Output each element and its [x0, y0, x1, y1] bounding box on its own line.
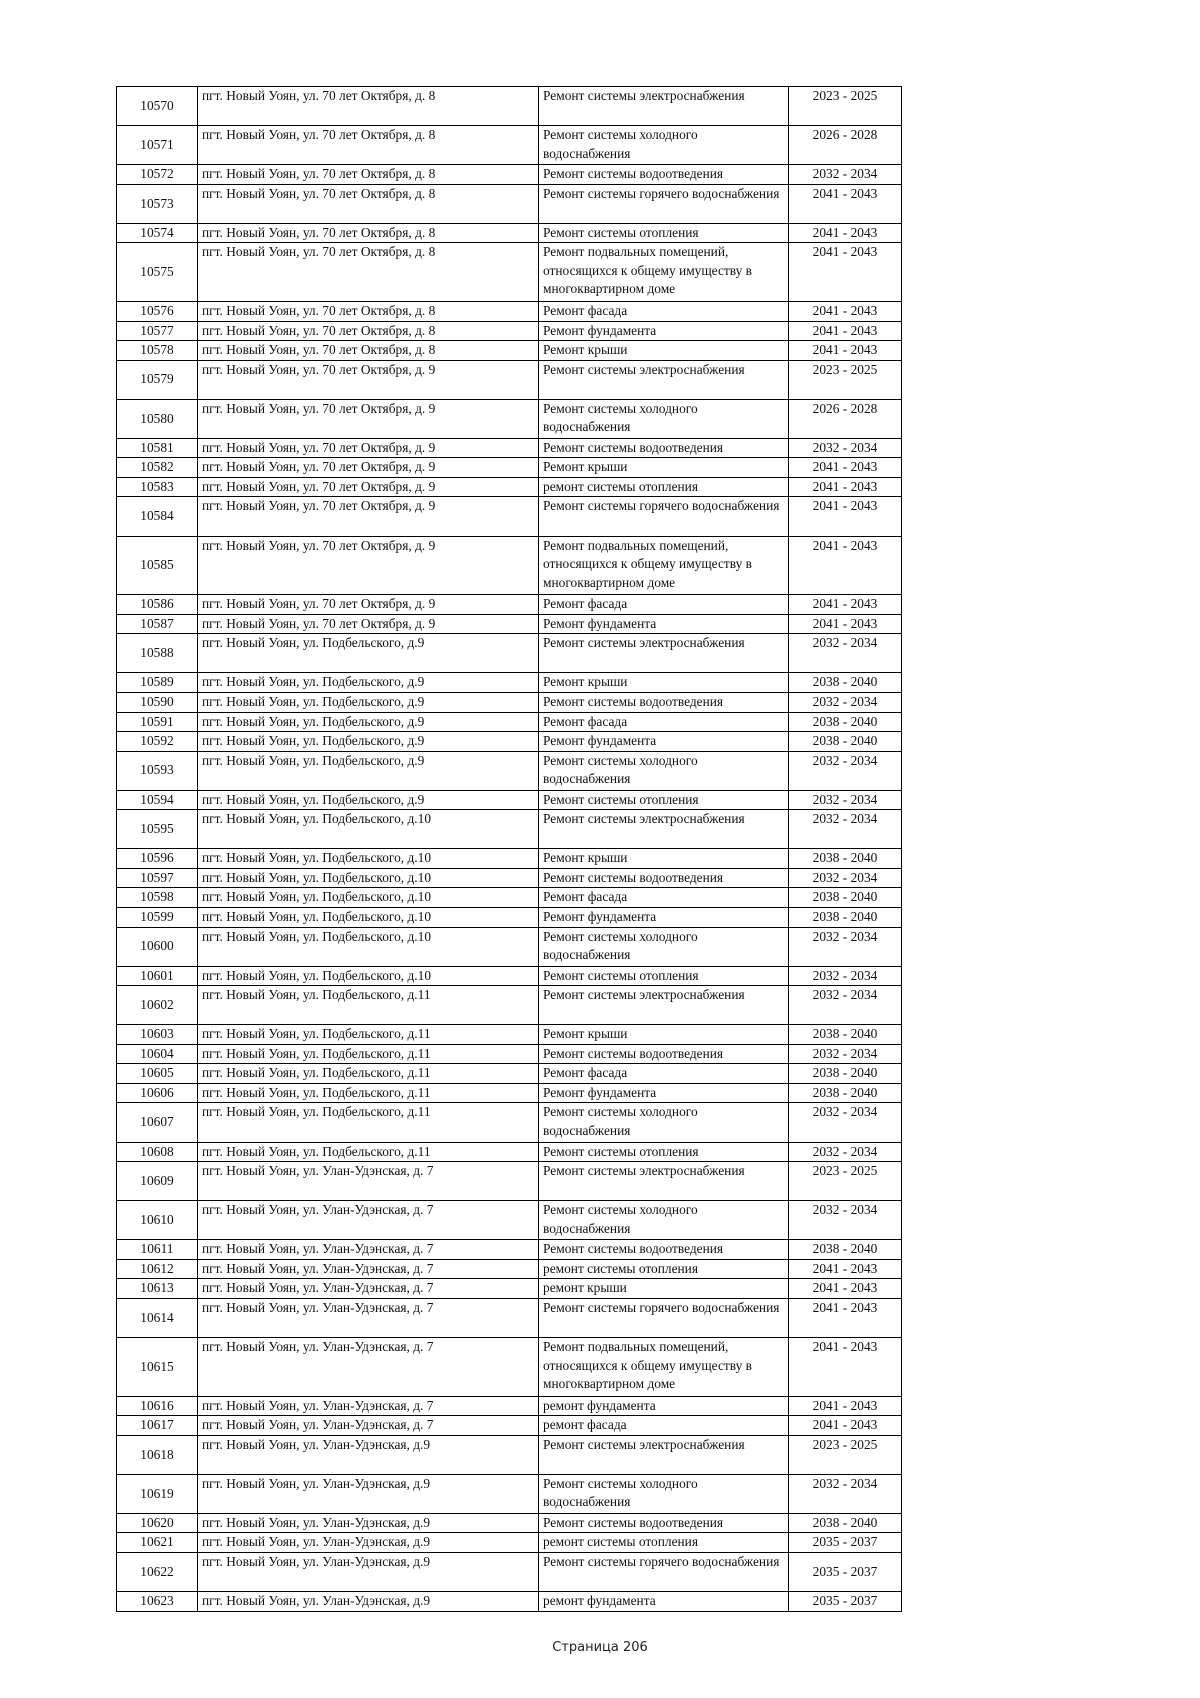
table-row	[117, 126, 902, 165]
table-row	[117, 888, 902, 908]
period-cell: 2041 - 2043	[789, 223, 902, 243]
table-row	[117, 1396, 902, 1416]
period-cell: 2032 - 2034	[789, 986, 902, 1025]
address-cell: пгт. Новый Уоян, ул. 70 лет Октября, д. 9	[198, 477, 539, 497]
address-cell: пгт. Новый Уоян, ул. Подбельского, д.9	[198, 692, 539, 712]
address-cell: пгт. Новый Уоян, ул. Подбельского, д.11	[198, 1083, 539, 1103]
period-cell: 2032 - 2034	[789, 1201, 902, 1240]
address-cell: пгт. Новый Уоян, ул. Подбельского, д.10	[198, 810, 539, 849]
row-number-cell: 10622	[117, 1553, 198, 1592]
table-row	[117, 1513, 902, 1533]
period-cell: 2041 - 2043	[789, 1298, 902, 1337]
address-cell: пгт. Новый Уоян, ул. Подбельского, д.11	[198, 1064, 539, 1084]
row-number-cell: 10588	[117, 634, 198, 673]
period-cell: 2041 - 2043	[789, 497, 902, 536]
work-type-cell: ремонт фасада	[539, 1416, 789, 1436]
work-type-cell: ремонт фундамента	[539, 1592, 789, 1612]
address-cell: пгт. Новый Уоян, ул. 70 лет Октября, д. 9	[198, 614, 539, 634]
table-row	[117, 868, 902, 888]
period-cell: 2032 - 2034	[789, 1103, 902, 1142]
address-cell: пгт. Новый Уоян, ул. Улан-Удэнская, д. 7	[198, 1416, 539, 1436]
period-cell: 2041 - 2043	[789, 595, 902, 615]
work-type-cell: Ремонт системы горячего водоснабжения	[539, 497, 789, 536]
table-row	[117, 634, 902, 673]
work-type-cell: Ремонт фундамента	[539, 732, 789, 752]
work-type-cell: Ремонт системы водоотведения	[539, 1240, 789, 1260]
row-number-cell: 10571	[117, 126, 198, 165]
period-cell: 2041 - 2043	[789, 1416, 902, 1436]
period-cell: 2038 - 2040	[789, 907, 902, 927]
table-row	[117, 732, 902, 752]
work-type-cell: Ремонт фасада	[539, 888, 789, 908]
row-number-cell: 10591	[117, 712, 198, 732]
work-type-cell: Ремонт системы горячего водоснабжения	[539, 1553, 789, 1592]
table-row	[117, 595, 902, 615]
row-number-cell: 10615	[117, 1338, 198, 1397]
table-row	[117, 438, 902, 458]
address-cell: пгт. Новый Уоян, ул. Подбельского, д.9	[198, 712, 539, 732]
work-type-cell: Ремонт системы электроснабжения	[539, 87, 789, 126]
table-row	[117, 692, 902, 712]
table-row	[117, 673, 902, 693]
row-number-cell: 10620	[117, 1513, 198, 1533]
work-type-cell: Ремонт системы отопления	[539, 1142, 789, 1162]
period-cell: 2038 - 2040	[789, 888, 902, 908]
table-row	[117, 1083, 902, 1103]
address-cell: пгт. Новый Уоян, ул. Подбельского, д.10	[198, 868, 539, 888]
work-type-cell: Ремонт фундамента	[539, 907, 789, 927]
address-cell: пгт. Новый Уоян, ул. Подбельского, д.11	[198, 1044, 539, 1064]
table-row	[117, 1142, 902, 1162]
period-cell: 2041 - 2043	[789, 321, 902, 341]
row-number-cell: 10607	[117, 1103, 198, 1142]
work-type-cell: Ремонт крыши	[539, 673, 789, 693]
row-number-cell: 10590	[117, 692, 198, 712]
address-cell: пгт. Новый Уоян, ул. 70 лет Октября, д. 9	[198, 360, 539, 399]
period-cell: 2032 - 2034	[789, 1142, 902, 1162]
table-row	[117, 751, 902, 790]
work-type-cell: ремонт системы отопления	[539, 1259, 789, 1279]
table-row	[117, 87, 902, 126]
period-cell: 2041 - 2043	[789, 1279, 902, 1299]
work-type-cell: Ремонт системы холодного водоснабжения	[539, 1103, 789, 1142]
row-number-cell: 10599	[117, 907, 198, 927]
period-cell: 2041 - 2043	[789, 614, 902, 634]
row-number-cell: 10603	[117, 1025, 198, 1045]
address-cell: пгт. Новый Уоян, ул. Подбельского, д.11	[198, 1025, 539, 1045]
period-cell: 2023 - 2025	[789, 360, 902, 399]
row-number-cell: 10616	[117, 1396, 198, 1416]
address-cell: пгт. Новый Уоян, ул. Улан-Удэнская, д.9	[198, 1533, 539, 1553]
table-row	[117, 1533, 902, 1553]
row-number-cell: 10587	[117, 614, 198, 634]
work-type-cell: Ремонт системы холодного водоснабжения	[539, 927, 789, 966]
period-cell: 2032 - 2034	[789, 966, 902, 986]
row-number-cell: 10573	[117, 184, 198, 223]
period-cell: 2035 - 2037	[789, 1592, 902, 1612]
period-cell: 2041 - 2043	[789, 243, 902, 302]
address-cell: пгт. Новый Уоян, ул. 70 лет Октября, д. 8	[198, 184, 539, 223]
row-number-cell: 10592	[117, 732, 198, 752]
address-cell: пгт. Новый Уоян, ул. Улан-Удэнская, д. 7	[198, 1298, 539, 1337]
row-number-cell: 10580	[117, 399, 198, 438]
address-cell: пгт. Новый Уоян, ул. Улан-Удэнская, д.9	[198, 1553, 539, 1592]
table-row	[117, 223, 902, 243]
table-row	[117, 1592, 902, 1612]
row-number-cell: 10606	[117, 1083, 198, 1103]
period-cell: 2032 - 2034	[789, 868, 902, 888]
address-cell: пгт. Новый Уоян, ул. Улан-Удэнская, д. 7	[198, 1279, 539, 1299]
period-cell: 2041 - 2043	[789, 1259, 902, 1279]
table-row	[117, 1298, 902, 1337]
row-number-cell: 10623	[117, 1592, 198, 1612]
work-type-cell: ремонт крыши	[539, 1279, 789, 1299]
period-cell: 2032 - 2034	[789, 927, 902, 966]
table-row	[117, 810, 902, 849]
row-number-cell: 10572	[117, 165, 198, 185]
table-row	[117, 477, 902, 497]
work-type-cell: Ремонт фасада	[539, 595, 789, 615]
period-cell: 2038 - 2040	[789, 732, 902, 752]
address-cell: пгт. Новый Уоян, ул. Улан-Удэнская, д. 7	[198, 1240, 539, 1260]
period-cell: 2032 - 2034	[789, 692, 902, 712]
row-number-cell: 10577	[117, 321, 198, 341]
table-row	[117, 1162, 902, 1201]
period-cell: 2038 - 2040	[789, 1025, 902, 1045]
period-cell: 2032 - 2034	[789, 438, 902, 458]
work-type-cell: ремонт фундамента	[539, 1396, 789, 1416]
address-cell: пгт. Новый Уоян, ул. Подбельского, д.9	[198, 732, 539, 752]
period-cell: 2032 - 2034	[789, 165, 902, 185]
row-number-cell: 10586	[117, 595, 198, 615]
row-number-cell: 10581	[117, 438, 198, 458]
row-number-cell: 10611	[117, 1240, 198, 1260]
period-cell: 2041 - 2043	[789, 1396, 902, 1416]
row-number-cell: 10570	[117, 87, 198, 126]
work-type-cell: Ремонт системы водоотведения	[539, 1044, 789, 1064]
work-type-cell: Ремонт системы водоотведения	[539, 868, 789, 888]
row-number-cell: 10604	[117, 1044, 198, 1064]
row-number-cell: 10617	[117, 1416, 198, 1436]
work-type-cell: Ремонт системы водоотведения	[539, 1513, 789, 1533]
table-row	[117, 966, 902, 986]
period-cell: 2038 - 2040	[789, 1064, 902, 1084]
address-cell: пгт. Новый Уоян, ул. 70 лет Октября, д. 8	[198, 302, 539, 322]
work-type-cell: Ремонт фундамента	[539, 614, 789, 634]
work-type-cell: Ремонт фундамента	[539, 1083, 789, 1103]
work-type-cell: Ремонт фасада	[539, 1064, 789, 1084]
work-type-cell: Ремонт системы горячего водоснабжения	[539, 1298, 789, 1337]
address-cell: пгт. Новый Уоян, ул. Подбельского, д.11	[198, 986, 539, 1025]
work-type-cell: Ремонт фундамента	[539, 321, 789, 341]
table-row	[117, 712, 902, 732]
row-number-cell: 10575	[117, 243, 198, 302]
period-cell: 2032 - 2034	[789, 751, 902, 790]
work-type-cell: Ремонт системы водоотведения	[539, 438, 789, 458]
table-row	[117, 1025, 902, 1045]
address-cell: пгт. Новый Уоян, ул. Улан-Удэнская, д. 7	[198, 1338, 539, 1397]
table-row	[117, 986, 902, 1025]
address-cell: пгт. Новый Уоян, ул. 70 лет Октября, д. 9	[198, 497, 539, 536]
work-type-cell: Ремонт крыши	[539, 1025, 789, 1045]
row-number-cell: 10598	[117, 888, 198, 908]
work-type-cell: Ремонт системы электроснабжения	[539, 634, 789, 673]
table-row	[117, 360, 902, 399]
period-cell: 2038 - 2040	[789, 849, 902, 869]
period-cell: 2041 - 2043	[789, 477, 902, 497]
address-cell: пгт. Новый Уоян, ул. 70 лет Октября, д. 9	[198, 458, 539, 478]
row-number-cell: 10583	[117, 477, 198, 497]
row-number-cell: 10579	[117, 360, 198, 399]
row-number-cell: 10593	[117, 751, 198, 790]
period-cell: 2023 - 2025	[789, 1162, 902, 1201]
period-cell: 2041 - 2043	[789, 341, 902, 361]
address-cell: пгт. Новый Уоян, ул. Улан-Удэнская, д. 7	[198, 1162, 539, 1201]
row-number-cell: 10595	[117, 810, 198, 849]
period-cell: 2032 - 2034	[789, 634, 902, 673]
work-type-cell: Ремонт подвальных помещений, относящихся к общему имуществу в многоквартирном доме	[539, 536, 789, 595]
work-type-cell: Ремонт системы водоотведения	[539, 165, 789, 185]
row-number-cell: 10609	[117, 1162, 198, 1201]
table-row	[117, 184, 902, 223]
address-cell: пгт. Новый Уоян, ул. 70 лет Октября, д. 8	[198, 165, 539, 185]
work-type-cell: Ремонт фасада	[539, 712, 789, 732]
row-number-cell: 10597	[117, 868, 198, 888]
address-cell: пгт. Новый Уоян, ул. Подбельского, д.10	[198, 927, 539, 966]
row-number-cell: 10613	[117, 1279, 198, 1299]
table-row	[117, 1201, 902, 1240]
address-cell: пгт. Новый Уоян, ул. Улан-Удэнская, д. 7	[198, 1259, 539, 1279]
table-row	[117, 243, 902, 302]
work-type-cell: Ремонт системы электроснабжения	[539, 360, 789, 399]
table-row	[117, 1103, 902, 1142]
row-number-cell: 10584	[117, 497, 198, 536]
row-number-cell: 10621	[117, 1533, 198, 1553]
row-number-cell: 10574	[117, 223, 198, 243]
period-cell: 2038 - 2040	[789, 712, 902, 732]
address-cell: пгт. Новый Уоян, ул. 70 лет Октября, д. 8	[198, 126, 539, 165]
table-row	[117, 1416, 902, 1436]
row-number-cell: 10619	[117, 1474, 198, 1513]
table-row	[117, 790, 902, 810]
row-number-cell: 10589	[117, 673, 198, 693]
row-number-cell: 10618	[117, 1435, 198, 1474]
work-type-cell: Ремонт крыши	[539, 849, 789, 869]
row-number-cell: 10582	[117, 458, 198, 478]
address-cell: пгт. Новый Уоян, ул. Подбельского, д.9	[198, 790, 539, 810]
address-cell: пгт. Новый Уоян, ул. Подбельского, д.10	[198, 849, 539, 869]
period-cell: 2041 - 2043	[789, 536, 902, 595]
table-row	[117, 321, 902, 341]
table-row	[117, 458, 902, 478]
work-type-cell: Ремонт системы холодного водоснабжения	[539, 1201, 789, 1240]
table-row	[117, 927, 902, 966]
work-type-cell: ремонт системы отопления	[539, 1533, 789, 1553]
row-number-cell: 10608	[117, 1142, 198, 1162]
period-cell: 2032 - 2034	[789, 1474, 902, 1513]
address-cell: пгт. Новый Уоян, ул. Подбельского, д.11	[198, 1142, 539, 1162]
address-cell: пгт. Новый Уоян, ул. Подбельского, д.9	[198, 751, 539, 790]
row-number-cell: 10605	[117, 1064, 198, 1084]
table-row	[117, 1044, 902, 1064]
row-number-cell: 10594	[117, 790, 198, 810]
address-cell: пгт. Новый Уоян, ул. Улан-Удэнская, д.9	[198, 1592, 539, 1612]
address-cell: пгт. Новый Уоян, ул. 70 лет Октября, д. 9	[198, 438, 539, 458]
table-row	[117, 1279, 902, 1299]
period-cell: 2041 - 2043	[789, 458, 902, 478]
address-cell: пгт. Новый Уоян, ул. 70 лет Октября, д. 8	[198, 223, 539, 243]
page-number: Страница 206	[552, 1640, 648, 1655]
work-type-cell: ремонт системы отопления	[539, 477, 789, 497]
table-row	[117, 1553, 902, 1592]
work-type-cell: Ремонт системы холодного водоснабжения	[539, 1474, 789, 1513]
work-type-cell: Ремонт системы электроснабжения	[539, 1435, 789, 1474]
table-row	[117, 614, 902, 634]
work-type-cell: Ремонт системы отопления	[539, 966, 789, 986]
work-type-cell: Ремонт системы горячего водоснабжения	[539, 184, 789, 223]
period-cell: 2035 - 2037	[789, 1553, 902, 1592]
table-row	[117, 1064, 902, 1084]
period-cell: 2023 - 2025	[789, 87, 902, 126]
row-number-cell: 10576	[117, 302, 198, 322]
row-number-cell: 10612	[117, 1259, 198, 1279]
address-cell: пгт. Новый Уоян, ул. 70 лет Октября, д. 9	[198, 399, 539, 438]
work-type-cell: Ремонт крыши	[539, 341, 789, 361]
address-cell: пгт. Новый Уоян, ул. Улан-Удэнская, д. 7	[198, 1396, 539, 1416]
period-cell: 2032 - 2034	[789, 810, 902, 849]
page-footer	[0, 1640, 1200, 1655]
row-number-cell: 10601	[117, 966, 198, 986]
work-type-cell: Ремонт подвальных помещений, относящихся к общему имуществу в многоквартирном доме	[539, 1338, 789, 1397]
period-cell: 2041 - 2043	[789, 184, 902, 223]
period-cell: 2038 - 2040	[789, 1083, 902, 1103]
row-number-cell: 10614	[117, 1298, 198, 1337]
table-row	[117, 1435, 902, 1474]
table-row	[117, 399, 902, 438]
period-cell: 2041 - 2043	[789, 1338, 902, 1397]
address-cell: пгт. Новый Уоян, ул. Улан-Удэнская, д.9	[198, 1513, 539, 1533]
table-row	[117, 1240, 902, 1260]
row-number-cell: 10585	[117, 536, 198, 595]
row-number-cell: 10600	[117, 927, 198, 966]
table-row	[117, 1338, 902, 1397]
work-type-cell: Ремонт системы электроснабжения	[539, 1162, 789, 1201]
address-cell: пгт. Новый Уоян, ул. 70 лет Октября, д. 8	[198, 341, 539, 361]
address-cell: пгт. Новый Уоян, ул. 70 лет Октября, д. 8	[198, 87, 539, 126]
address-cell: пгт. Новый Уоян, ул. Подбельского, д.9	[198, 673, 539, 693]
table-row	[117, 536, 902, 595]
repair-schedule-table	[116, 86, 902, 1612]
period-cell: 2035 - 2037	[789, 1533, 902, 1553]
address-cell: пгт. Новый Уоян, ул. Подбельского, д.10	[198, 888, 539, 908]
work-type-cell: Ремонт системы отопления	[539, 223, 789, 243]
work-type-cell: Ремонт системы водоотведения	[539, 692, 789, 712]
row-number-cell: 10602	[117, 986, 198, 1025]
table-row	[117, 1474, 902, 1513]
period-cell: 2026 - 2028	[789, 399, 902, 438]
row-number-cell: 10610	[117, 1201, 198, 1240]
table-row	[117, 907, 902, 927]
address-cell: пгт. Новый Уоян, ул. 70 лет Октября, д. 9	[198, 595, 539, 615]
period-cell: 2032 - 2034	[789, 790, 902, 810]
work-type-cell: Ремонт системы электроснабжения	[539, 810, 789, 849]
table-row	[117, 302, 902, 322]
period-cell: 2032 - 2034	[789, 1044, 902, 1064]
row-number-cell: 10596	[117, 849, 198, 869]
address-cell: пгт. Новый Уоян, ул. Улан-Удэнская, д.9	[198, 1474, 539, 1513]
period-cell: 2038 - 2040	[789, 673, 902, 693]
work-type-cell: Ремонт системы электроснабжения	[539, 986, 789, 1025]
table-row	[117, 497, 902, 536]
row-number-cell: 10578	[117, 341, 198, 361]
period-cell: 2038 - 2040	[789, 1240, 902, 1260]
work-type-cell: Ремонт системы отопления	[539, 790, 789, 810]
address-cell: пгт. Новый Уоян, ул. 70 лет Октября, д. 9	[198, 536, 539, 595]
table-row	[117, 849, 902, 869]
period-cell: 2038 - 2040	[789, 1513, 902, 1533]
address-cell: пгт. Новый Уоян, ул. 70 лет Октября, д. 8	[198, 243, 539, 302]
table-body	[117, 87, 902, 1612]
address-cell: пгт. Новый Уоян, ул. Подбельского, д.11	[198, 1103, 539, 1142]
address-cell: пгт. Новый Уоян, ул. Улан-Удэнская, д. 7	[198, 1201, 539, 1240]
address-cell: пгт. Новый Уоян, ул. Подбельского, д.10	[198, 907, 539, 927]
work-type-cell: Ремонт фасада	[539, 302, 789, 322]
work-type-cell: Ремонт крыши	[539, 458, 789, 478]
work-type-cell: Ремонт системы холодного водоснабжения	[539, 126, 789, 165]
period-cell: 2023 - 2025	[789, 1435, 902, 1474]
period-cell: 2041 - 2043	[789, 302, 902, 322]
address-cell: пгт. Новый Уоян, ул. Улан-Удэнская, д.9	[198, 1435, 539, 1474]
address-cell: пгт. Новый Уоян, ул. 70 лет Октября, д. 8	[198, 321, 539, 341]
work-type-cell: Ремонт системы холодного водоснабжения	[539, 399, 789, 438]
address-cell: пгт. Новый Уоян, ул. Подбельского, д.10	[198, 966, 539, 986]
table-row	[117, 1259, 902, 1279]
table-row	[117, 165, 902, 185]
period-cell: 2026 - 2028	[789, 126, 902, 165]
work-type-cell: Ремонт системы холодного водоснабжения	[539, 751, 789, 790]
table-row	[117, 341, 902, 361]
address-cell: пгт. Новый Уоян, ул. Подбельского, д.9	[198, 634, 539, 673]
work-type-cell: Ремонт подвальных помещений, относящихся к общему имуществу в многоквартирном доме	[539, 243, 789, 302]
